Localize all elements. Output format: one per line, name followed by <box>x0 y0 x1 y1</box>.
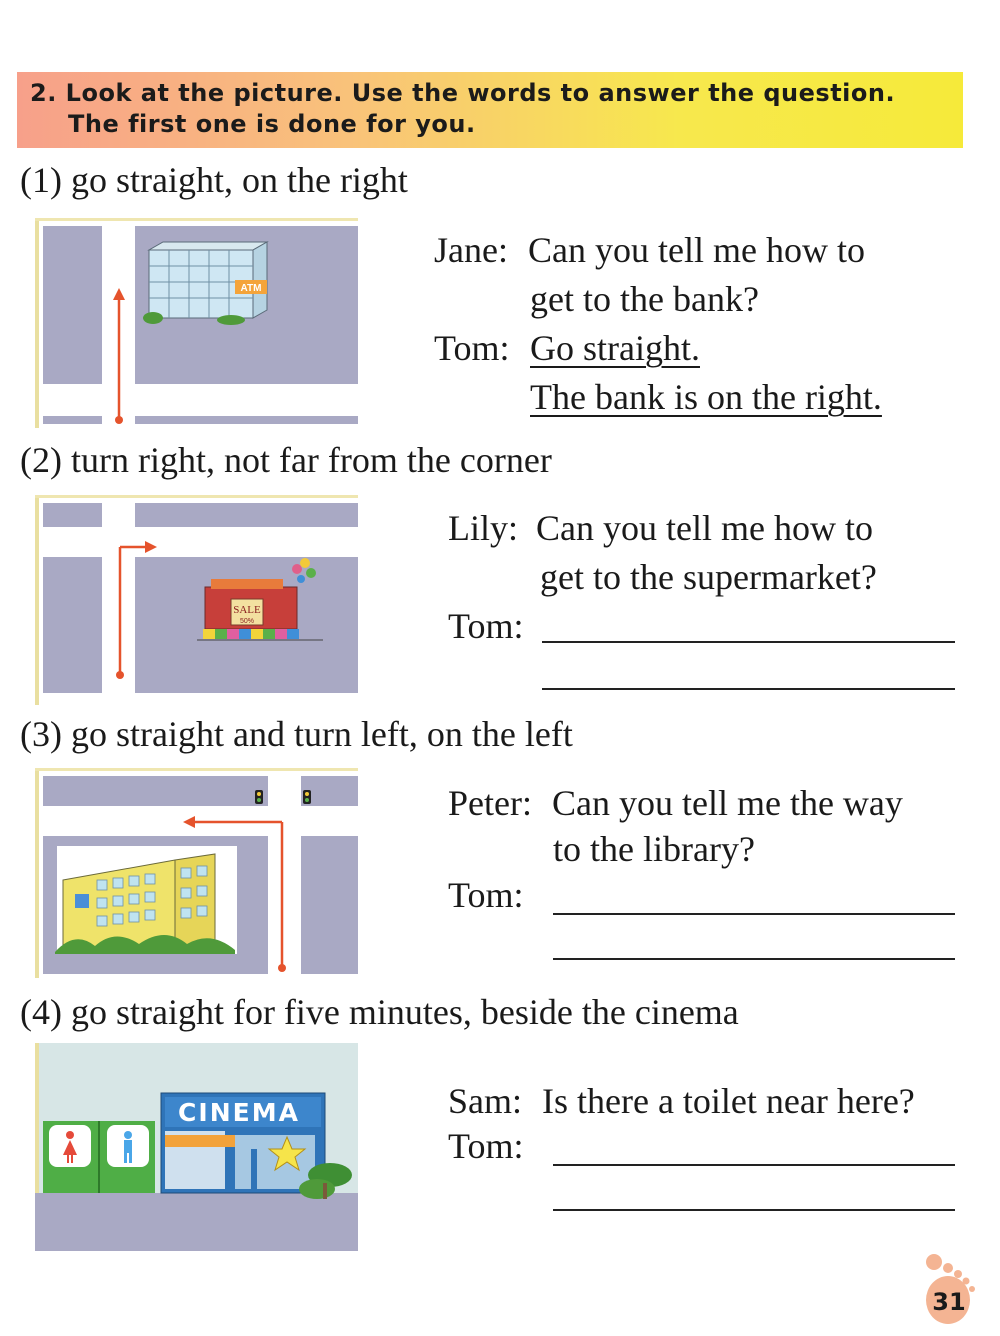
dialogue-line <box>448 1079 968 1124</box>
dialogue-line <box>448 553 968 602</box>
library-building <box>55 846 237 954</box>
instruction-line-1: 2. Look at the picture. Use the words to answer the question. <box>30 79 896 107</box>
line-text: Is there a toilet near here? <box>542 1081 915 1121</box>
answer-text: The bank is on the right. <box>530 377 882 417</box>
speaker-jane: Jane: <box>434 230 508 270</box>
dialogue-line <box>434 275 974 324</box>
exercise-4-dialogue <box>448 1079 968 1169</box>
dialogue-line <box>448 826 968 872</box>
traffic-light-icon <box>303 790 311 804</box>
atm-sign: ATM <box>240 283 262 294</box>
cinema-building <box>161 1093 325 1193</box>
cinema-sign: CINEMA <box>178 1098 300 1127</box>
line-text: to the library? <box>553 829 755 869</box>
speaker-sam: Sam: <box>448 1081 523 1121</box>
speaker-tom: Tom: <box>448 606 524 646</box>
route-start-dot <box>115 416 123 424</box>
exercise-1-dialogue <box>434 226 974 422</box>
instruction-line-2: The first one is done for you. <box>68 110 476 138</box>
dialogue-line <box>434 324 974 373</box>
exercise-1-heading: (1) go straight, on the right <box>20 160 408 200</box>
line-text: get to the supermarket? <box>540 557 877 597</box>
answer-blank-line[interactable] <box>553 1209 955 1211</box>
exercise-3-dialogue <box>448 780 968 918</box>
exercise-3-map-picture <box>35 768 358 978</box>
exercise-1-map-picture <box>35 218 358 428</box>
line-text: Can you tell me the way <box>552 783 903 823</box>
dialogue-line <box>448 602 968 651</box>
traffic-light-icon <box>255 790 263 804</box>
line-text: Can you tell me how to <box>536 508 873 548</box>
sale-sign: SALE <box>233 604 261 616</box>
dialogue-line <box>448 1124 968 1169</box>
speaker-tom: Tom: <box>434 328 510 368</box>
bank-building <box>143 242 267 325</box>
speaker-lily: Lily: <box>448 508 518 548</box>
answer-blank-line[interactable] <box>542 688 955 690</box>
exercise-2-map-picture <box>35 495 358 705</box>
answer-blank-line[interactable] <box>542 641 955 643</box>
exercise-3-heading: (3) go straight and turn left, on the left <box>20 714 573 754</box>
exercise-4-map-picture <box>35 1043 358 1251</box>
page-number: 31 <box>932 1288 966 1316</box>
dialogue-line <box>434 226 974 275</box>
line-text: get to the bank? <box>530 279 759 319</box>
speaker-tom: Tom: <box>448 875 524 915</box>
page-number-footprint <box>918 1250 990 1328</box>
toilet-building <box>43 1121 155 1193</box>
discount-sign: 50% <box>239 618 255 625</box>
answer-blank-line[interactable] <box>553 958 955 960</box>
line-text: Can you tell me how to <box>528 230 865 270</box>
exercise-2-heading: (2) turn right, not far from the corner <box>20 440 552 480</box>
answer-blank-line[interactable] <box>553 1164 955 1166</box>
dialogue-line <box>448 780 968 826</box>
dialogue-line <box>448 872 968 918</box>
answer-text: Go straight. <box>530 328 700 368</box>
route-start-dot <box>278 964 286 972</box>
exercise-2-dialogue <box>448 504 968 651</box>
exercise-4-heading: (4) go straight for five minutes, beside the cinema <box>20 992 739 1032</box>
speaker-tom: Tom: <box>448 1126 524 1166</box>
answer-blank-line[interactable] <box>553 913 955 915</box>
dialogue-line <box>448 504 968 553</box>
instruction-text <box>30 78 960 140</box>
dialogue-line <box>434 373 974 422</box>
speaker-peter: Peter: <box>448 783 532 823</box>
route-start-dot <box>116 671 124 679</box>
